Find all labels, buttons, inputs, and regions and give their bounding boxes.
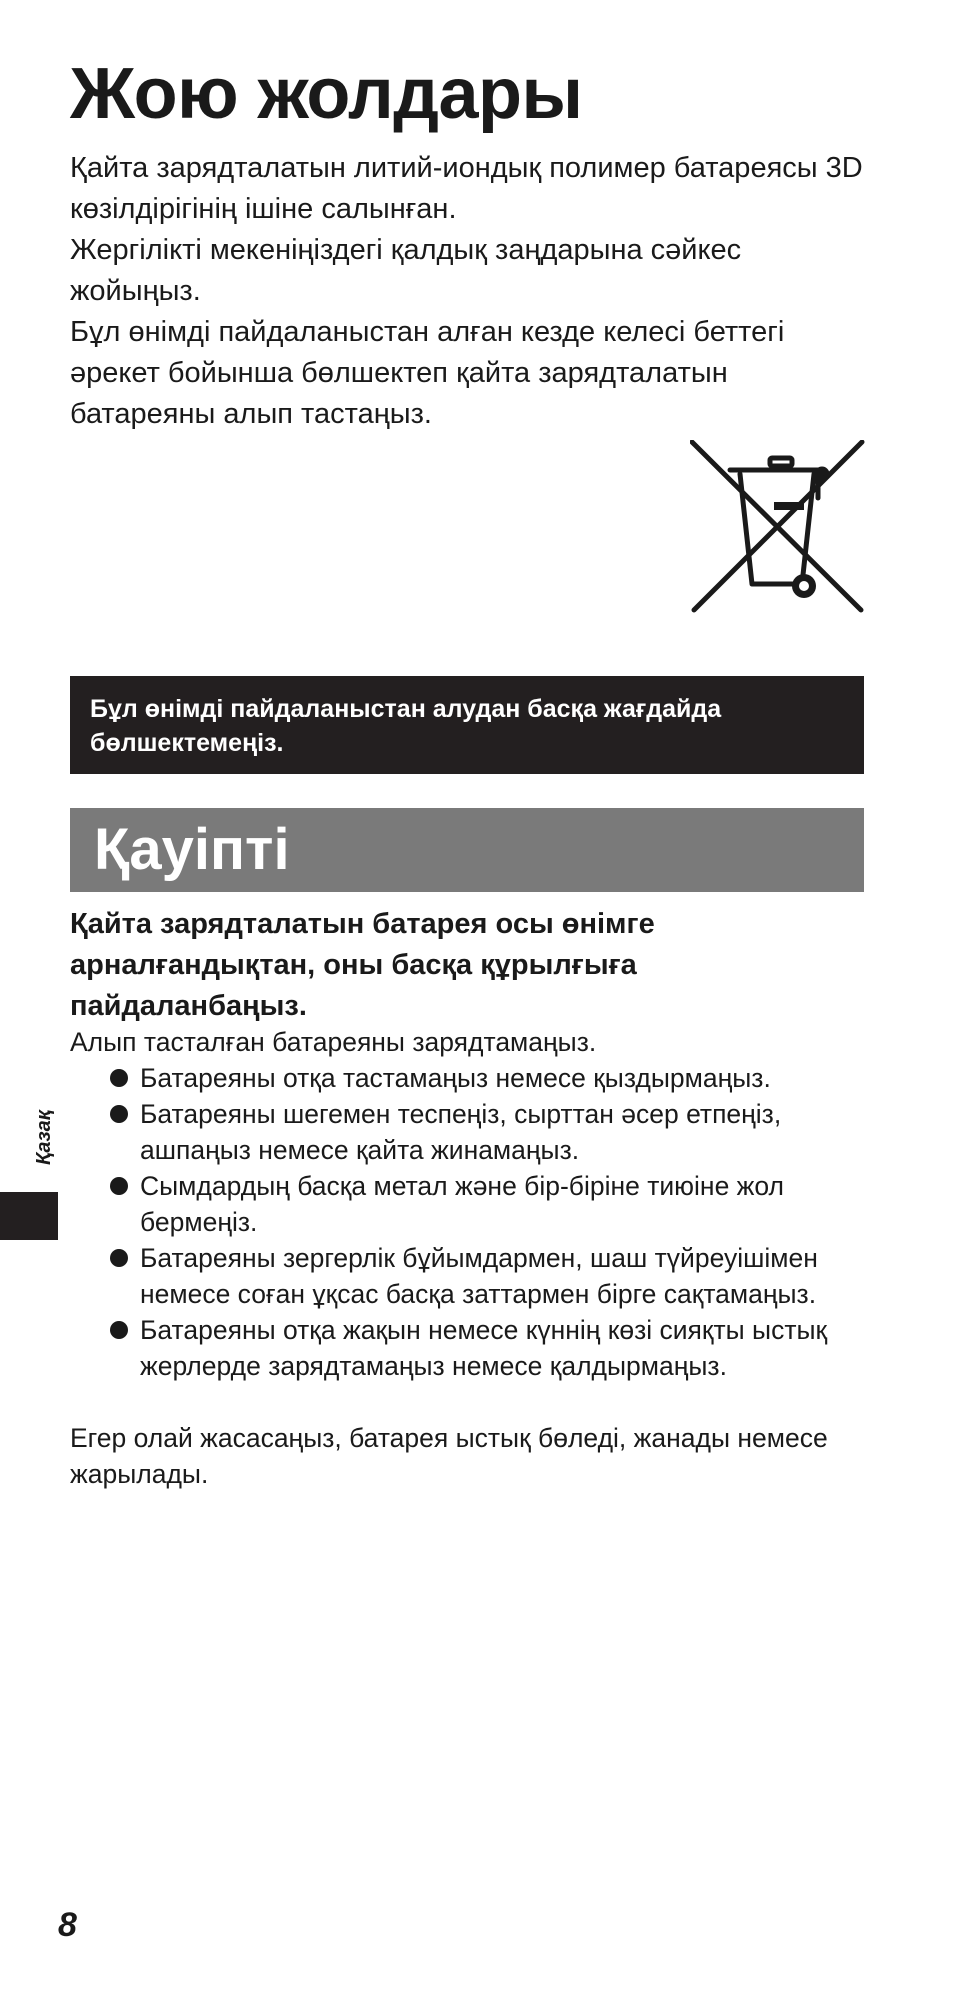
caution-bullet-list [110,1060,880,1384]
bullet-text: Сымдардың басқа метал және бір-біріне тиюіне жол бермеңіз. [140,1171,785,1237]
list-item [110,1096,880,1168]
bullet-icon [110,1177,128,1195]
bullet-icon [110,1321,128,1339]
list-item [110,1240,880,1312]
bullet-text: Батареяны зергерлік бұйымдармен, шаш түйреуішімен немесе соған ұқсас басқа заттармен бірге сақтамаңыз. [140,1243,818,1309]
intro-paragraph: Бұл өнімді пайдаланыстан алған кезде келесі беттегі әрекет бойынша бөлшектеп қайта зарядталатын батареяны алып тастаңыз. [70,316,785,430]
bullet-text: Батареяны шегемен теспеңіз, сырттан әсер етпеңіз, ашпаңыз немесе қайта жинамаңыз. [140,1099,782,1165]
intro-paragraph: Қайта зарядталатын литий-иондық полимер батареясы 3D көзілдірігінің ішіне салынған. [70,152,863,225]
list-item [110,1168,880,1240]
page-number: 8 [58,1906,77,1944]
caution-heading: Қайта зарядталатын батарея осы өнімге арналғандықтан, оны басқа құрылғыға пайдаланбаңыз. [70,908,655,1022]
intro-text [70,148,870,435]
warning-box: Бұл өнімді пайдаланыстан алудан басқа жағдайда бөлшектемеңіз. [70,676,864,774]
bullet-icon [110,1069,128,1087]
page-title: Жою жолдары [70,54,583,134]
caution-banner: Қауіпті [70,808,864,892]
bullet-icon [110,1105,128,1123]
language-label-text: Қазақ [32,1109,55,1165]
language-side-tab [0,1192,58,1240]
caution-lead: Алып тасталған батареяны зарядтамаңыз. [70,1027,597,1057]
bullet-text: Батареяны отқа жақын немесе күннің көзі сияқты ыстық жерлерде зарядтамаңыз немесе қалдырмаңыз. [140,1315,828,1381]
list-item [110,1312,880,1384]
bullet-icon [110,1249,128,1267]
bullet-text: Батареяны отқа тастамаңыз немесе қыздырмаңыз. [140,1063,771,1093]
intro-paragraph: Жергілікті мекеніңіздегі қалдық заңдарына сәйкес жойыңыз. [70,234,742,307]
caution-conclusion: Егер олай жасасаңыз, батарея ыстық бөледі, жанады немесе жарылады. [70,1423,828,1489]
list-item [110,1060,880,1096]
language-side-label [30,1092,58,1182]
crossed-out-wheelie-bin-icon [690,440,865,615]
